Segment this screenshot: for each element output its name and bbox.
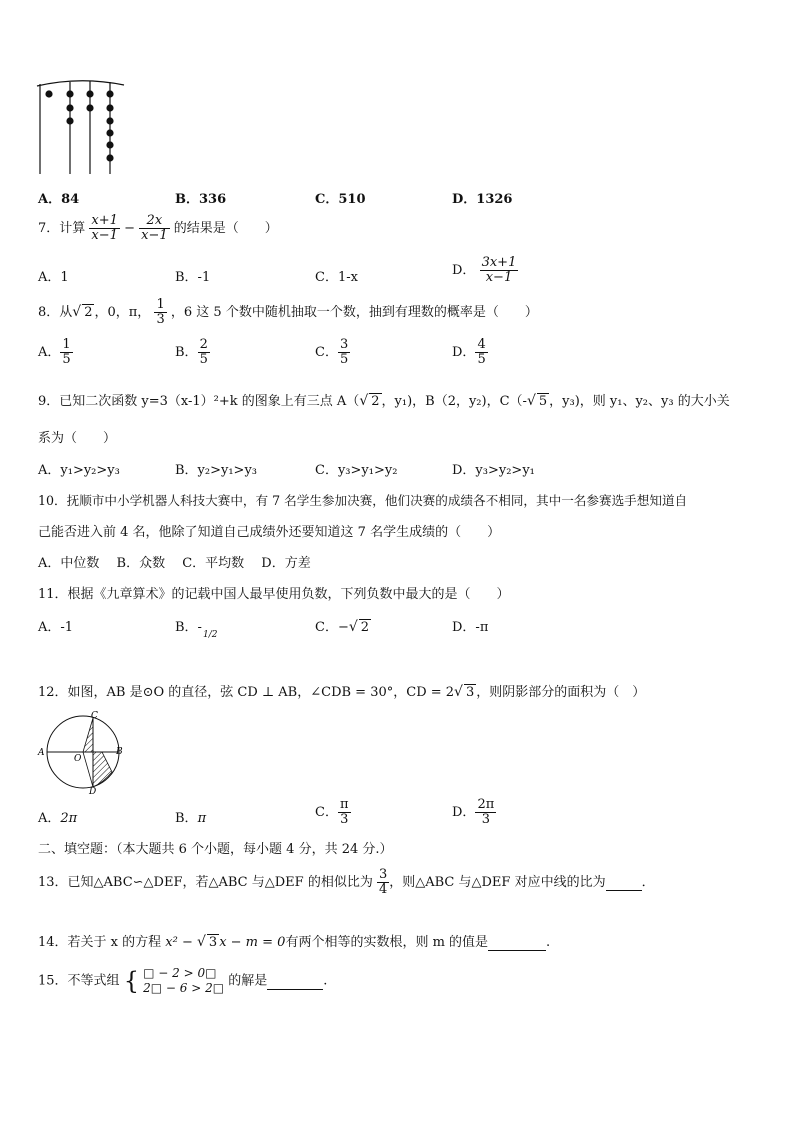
label-d: D [89,787,97,794]
q11-option-c: C．−√ 2 [315,619,370,635]
q11-option-d: D．-π [452,620,489,635]
q8-option-b: B． $\frac{2}{5}$ [175,337,208,367]
section-2-title: 二、填空题：（本大题共 6 个小题，每小题 4 分，共 24 分.） [38,842,393,857]
q9-line-2: 系为（ ） [38,431,117,446]
q11-option-b: B．- 1/2 [175,620,218,640]
question-7 [38,214,278,243]
label-c: C [91,711,98,721]
label-a: A [38,748,45,758]
q12-option-b: B．π [175,811,207,826]
q8-option-a: A． $\frac{1}{5}$ [38,337,71,367]
q6-option-b: B．336 [175,192,227,207]
q9-option-c: C．y₃>y₁>y₂ [315,463,398,478]
question-8: 8．从√ 2 ，0，π， $\frac{1}{3}$ ，6 这 5 个数中随机抽取一个数，抽到有理数的概率是（ ） [38,297,538,327]
q7-option-c: C．1-x [315,270,358,285]
q13-answer-blank[interactable] [606,875,642,891]
question-15: 15．不等式组 { □ − 2 > 0□ 2□ − 6 > 2□ 的解是 . [38,966,328,995]
q7-option-a: A．1 [38,270,69,285]
q12-option-c: C． $\frac{\pi}{3}$ [315,797,349,827]
q7-prefix: 7．计算 [38,221,86,236]
q8-sqrt: 2 [84,305,93,320]
question-12: 12．如图，AB 是⊙O 的直径，弦 CD ⊥ AB，∠CDB = 30°，CD = 2√ 3 ，则阴影部分的面积为（ ） [38,684,646,700]
q8-option-d: D． $\frac{4}{5}$ [452,337,486,367]
q10-options: A．中位数 B．众数 C．平均数 D．方差 [38,556,311,571]
q6-option-d: D．1326 [452,192,513,207]
q14-answer-blank[interactable] [488,935,546,951]
q7-suffix: 的结果是（ ） [173,221,278,236]
q10-line-1: 10．抚顺市中小学机器人科技大赛中，有 7 名学生参加决赛，他们决赛的成绩各不相同，其中一名参赛选手想知道自 [38,493,688,508]
q7-option-b: B．-1 [175,270,211,285]
q12-option-d: D． $\frac{2\pi}{3}$ [452,797,495,827]
q8-option-c: C． $\frac{3}{5}$ [315,337,349,367]
abacus-figure [34,78,129,178]
q6-option-c: C．510 [315,192,366,207]
q7-option-d: D． $\frac{3x+1}{x-1}$ [452,255,517,285]
question-9: 9．已知二次函数 y=3（x-1）²+k 的图象上有三点 A（√ 2 ，y₁)，B（2，y₂)，C（-√ 5 ，y₃)，则 y₁、y₂、y₃ 的大小关 [38,393,730,409]
q9-option-d: D．y₃>y₂>y₁ [452,463,535,478]
q11-option-a: A．-1 [38,620,74,635]
question-11: 11．根据《九章算术》的记载中国人最早使用负数，下列负数中最大的是（ ） [38,587,510,602]
q7-fraction-1: $\frac{x+1}{x-1}$ [91,213,118,243]
q15-inequality-system: □ − 2 > 0□ 2□ − 6 > 2□ [143,966,225,995]
q12-option-a: A．2π [38,811,78,826]
question-13: 13．已知△ABC∽△DEF，若△ABC 与△DEF 的相似比为 $\frac{3}{4}$ ，则△ABC 与△DEF 对应中线的比为 ． [38,867,655,897]
q6-option-a: A．84 [38,192,80,207]
q7-fraction-2: $\frac{2x}{x-1}$ [141,213,168,243]
q7-minus: − [124,221,135,236]
label-b: B [116,747,123,757]
circle-figure [36,710,126,794]
q8-fraction: $\frac{1}{3}$ [156,297,165,327]
q10-line-2: 己能否进入前 4 名，他除了知道自己成绩外还要知道这 7 名学生成绩的（ ） [38,525,501,540]
label-o: O [74,754,82,764]
question-14: 14．若关于 x 的方程 x² − √ 3 x − m = 0有两个相等的实数根，则 m 的值是 . [38,934,551,950]
q9-option-a: A．y₁>y₂>y₃ [38,463,120,478]
q15-answer-blank[interactable] [267,974,323,990]
q9-option-b: B．y₂>y₁>y₃ [175,463,258,478]
